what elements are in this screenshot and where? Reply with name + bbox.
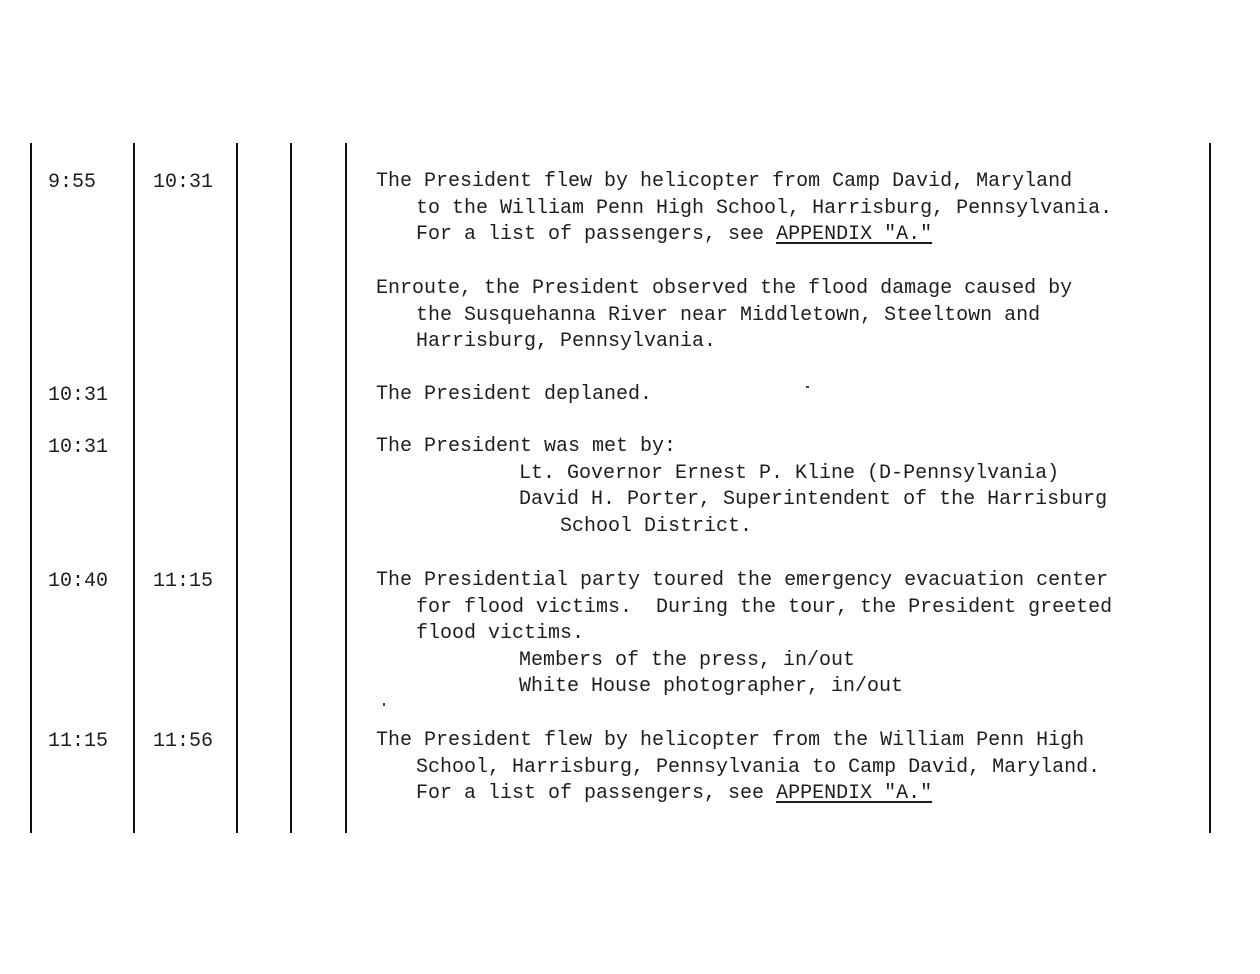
entry-line: the Susquehanna River near Middletown, Steeltown and [416, 303, 1041, 327]
scan-speck [383, 703, 385, 706]
entry-line: David H. Porter, Superintendent of the Harrisburg [519, 488, 1108, 511]
activity-entry [376, 276, 1206, 356]
entry-line: School District. [560, 514, 753, 538]
time-end: 11:56 [153, 730, 214, 753]
time-start: 11:15 [48, 730, 109, 753]
entry-line: to the William Penn High School, Harrisburg, Pennsylvania. [416, 196, 1113, 220]
time-end: 11:15 [153, 570, 214, 593]
entry-line: flood victims. [416, 622, 585, 645]
time-start: 10:40 [48, 570, 109, 593]
entry-line: School, Harrisburg, Pennsylvania to Camp David, Maryland. [416, 755, 1101, 779]
entry-line: The Presidential party toured the emergency evacuation center [376, 569, 1109, 592]
entry-line: Harrisburg, Pennsylvania. [416, 330, 717, 353]
appendix-reference: APPENDIX "A." [776, 782, 933, 805]
entry-line-text: For a list of passengers, see [416, 782, 777, 805]
activity-entry [376, 568, 1206, 701]
entry-line: The President deplaned. [376, 383, 653, 406]
activity-entry [376, 434, 1206, 540]
activity-entry [376, 169, 1206, 249]
time-start: 9:55 [48, 171, 97, 194]
entry-line-text: For a list of passengers, see [416, 223, 777, 246]
appendix-reference: APPENDIX "A." [776, 223, 933, 246]
column-rule-4 [345, 143, 347, 833]
entry-line [376, 781, 1206, 808]
column-rule-left [30, 143, 32, 833]
activity-entry [376, 728, 1206, 808]
scan-speck [806, 386, 809, 388]
entry-line: White House photographer, in/out [519, 675, 904, 698]
entry-line: Enroute, the President observed the flood damage caused by [376, 277, 1073, 300]
time-end: 10:31 [153, 171, 214, 194]
entry-line: The President was met by: [376, 435, 677, 458]
activity-entry [376, 382, 1206, 409]
column-rule-3 [290, 143, 292, 833]
entry-line: The President flew by helicopter from the William Penn High [376, 729, 1085, 752]
time-start: 10:31 [48, 384, 109, 407]
column-rule-1 [133, 143, 135, 833]
entry-line [376, 222, 1206, 249]
entry-line: Members of the press, in/out [519, 648, 856, 672]
entry-line: The President flew by helicopter from Camp David, Maryland [376, 170, 1073, 193]
entry-line: Lt. Governor Ernest P. Kline (D-Pennsylvania) [519, 461, 1060, 485]
column-rule-right [1209, 143, 1211, 833]
time-start: 10:31 [48, 436, 109, 459]
column-rule-2 [236, 143, 238, 833]
entry-line: for flood victims. During the tour, the President greeted [416, 595, 1113, 619]
